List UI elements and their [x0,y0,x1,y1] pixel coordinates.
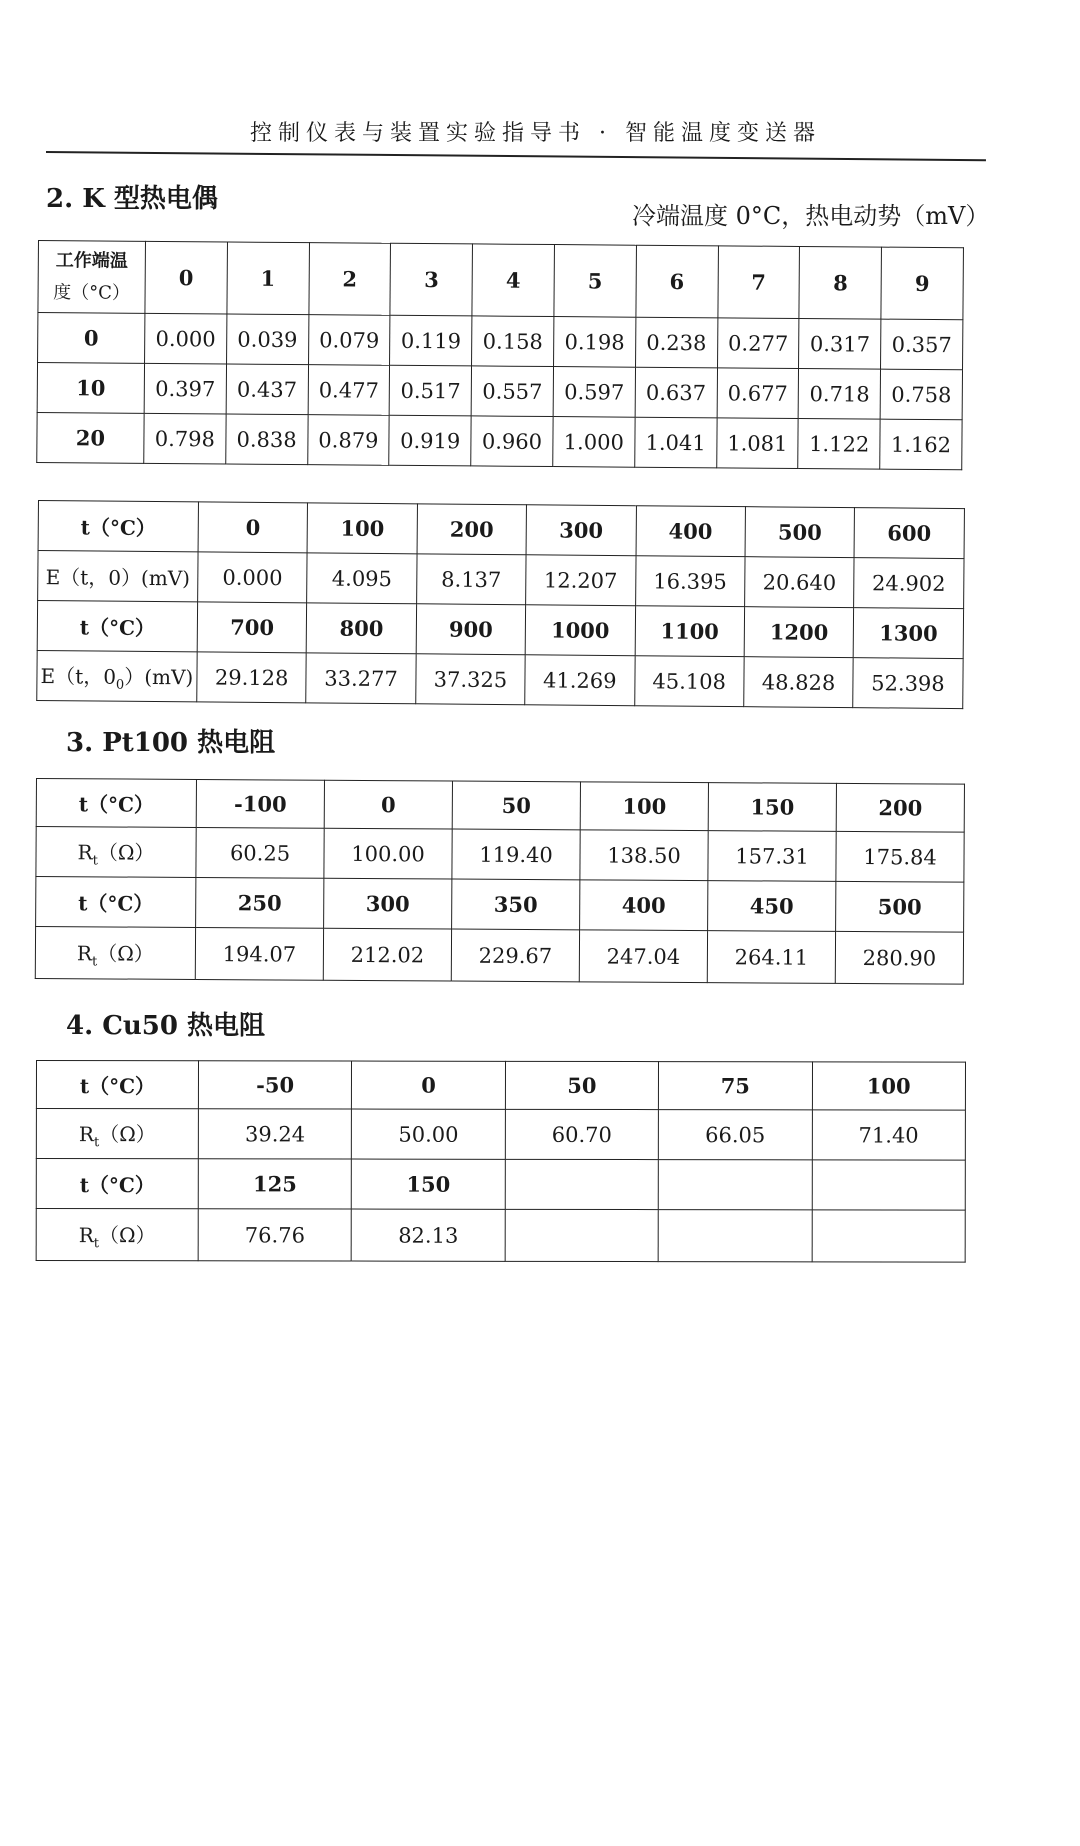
data-cell: 0.758 [880,369,962,420]
table-row [37,363,962,420]
data-cell: 60.70 [505,1109,658,1159]
cu50-table [36,1060,966,1263]
empty-cell [658,1160,811,1210]
corner-cell [38,241,146,314]
header-cell: 4 [472,244,554,317]
data-cell: 247.04 [579,930,707,983]
data-cell: 82.13 [352,1209,505,1261]
table-row [36,779,964,833]
data-cell: 1.081 [716,418,798,469]
label-subscript: 0 [115,677,125,693]
header-cell: 2 [309,243,391,316]
data-cell: 0.557 [471,366,553,417]
table-row [37,412,962,469]
row-label: 0 [38,313,145,364]
data-cell: 4.095 [307,553,417,604]
section-4-title: 4. Cu50 热电阻 [66,1011,266,1041]
temp-cell: 1200 [744,607,854,658]
label-end: ）(mV) [124,664,194,689]
label-main: R [77,839,93,864]
temp-cell: 300 [526,505,636,556]
pt100-table [35,778,965,985]
data-cell: 48.828 [744,657,854,708]
temp-cell: -50 [198,1061,351,1109]
data-cell: 0.039 [226,314,308,365]
table-row [36,1061,965,1111]
row-label: E（t，0）(mV) [38,551,198,602]
row-label: t（°C） [38,501,198,552]
temp-cell: 350 [452,879,580,930]
row-label [36,827,196,878]
data-cell: 60.25 [196,827,324,878]
temp-cell: 1300 [853,608,963,659]
data-cell: 41.269 [525,655,635,706]
label-end: （Ω） [99,1222,156,1247]
header-cell: 6 [636,245,718,318]
temp-cell: 150 [708,783,836,832]
temp-cell: 250 [196,877,324,928]
data-cell: 0.277 [717,318,799,369]
data-cell: 1.000 [553,417,635,468]
temp-cell: 0 [198,502,308,553]
temp-cell: 800 [307,603,417,654]
temp-cell: 0 [324,780,452,829]
k-thermocouple-table-fine [36,240,964,470]
table-row [36,1159,965,1211]
data-cell: 0.960 [471,416,553,467]
label-main: E（t，0 [40,663,117,689]
data-cell: 66.05 [658,1110,811,1160]
temp-cell: 1100 [635,606,745,657]
data-cell: 0.119 [390,315,472,366]
corner-bottom: 度（°C） [53,281,131,304]
row-label: t（°C） [36,877,196,928]
data-cell: 0.637 [635,367,717,418]
temp-cell: 600 [854,508,964,559]
data-cell: 0.357 [881,319,963,370]
data-cell: 1.041 [635,417,717,468]
header-cell: 1 [227,242,309,315]
header-cell: 3 [390,243,472,316]
data-cell: 0.000 [145,313,227,364]
data-cell: 0.838 [226,414,308,465]
data-cell: 39.24 [198,1109,351,1159]
data-cell: 194.07 [195,927,323,980]
data-cell: 0.677 [717,368,799,419]
empty-cell [505,1209,658,1261]
data-cell: 0.879 [307,415,389,466]
label-subscript: t [93,1235,100,1251]
section-2-note: 冷端温度 0°C，热电动势（mV） [632,202,990,230]
corner-top: 工作端温 [55,249,128,272]
label-end: （Ω） [97,839,155,865]
data-cell: 157.31 [708,831,836,882]
temp-cell: 450 [708,881,836,932]
table-row [36,1109,965,1161]
row-label: t（°C） [36,779,196,828]
label-main: R [76,940,93,965]
data-cell: 76.76 [198,1209,351,1261]
table-header-row [38,241,964,320]
temp-cell: 400 [636,506,746,557]
data-cell: 16.395 [635,556,745,607]
row-label [35,927,195,980]
header-cell: 9 [881,247,963,320]
empty-cell [812,1210,965,1262]
data-cell: 29.128 [197,652,307,703]
header-cell: 0 [145,241,227,314]
temp-cell: -100 [196,779,324,828]
data-cell: 0.158 [472,316,554,367]
empty-cell [812,1160,965,1210]
row-label: 20 [37,412,144,463]
temp-cell: 50 [505,1061,658,1109]
data-cell: 0.597 [553,367,635,418]
label-subscript: t [92,852,98,868]
data-cell: 37.325 [416,654,526,705]
table-row [38,313,963,370]
data-cell: 212.02 [323,928,451,981]
data-cell: 24.902 [854,558,964,609]
table-row [37,650,963,708]
row-label: t（°C） [37,601,197,652]
data-cell: 0.317 [799,318,881,369]
data-cell: 52.398 [853,658,963,709]
data-cell: 0.079 [308,315,390,366]
temp-cell: 500 [836,881,964,932]
data-cell: 45.108 [634,656,744,707]
label-end: （Ω） [99,1121,156,1146]
data-cell: 0.198 [554,317,636,368]
header-rule [46,151,986,161]
label-main: R [78,1222,94,1247]
temp-cell: 75 [659,1062,812,1110]
header-cell: 7 [717,246,799,319]
empty-cell [658,1210,811,1262]
temp-cell: 100 [307,503,417,554]
page-header: 控制仪表与装置实验指导书 · 智能温度变送器 [250,121,821,146]
row-label [36,1209,198,1261]
data-cell: 229.67 [451,929,579,982]
label-subscript: t [93,1134,100,1150]
temp-cell: 700 [197,602,307,653]
table-row [37,601,963,659]
temp-cell: 300 [324,878,452,929]
row-label [36,1109,198,1159]
data-cell: 138.50 [580,830,708,881]
table-row [38,551,964,609]
row-label: 10 [37,363,144,414]
table-row [36,877,964,933]
label-subscript: t [91,953,98,969]
temp-cell: 200 [836,783,964,832]
temp-cell: 100 [580,782,708,831]
data-cell: 1.162 [880,419,962,470]
data-cell: 0.000 [198,552,308,603]
data-cell: 0.477 [308,365,390,416]
data-cell: 0.517 [390,365,472,416]
section-2-title: 2. K 型热电偶 [46,184,218,214]
data-cell: 0.718 [798,368,880,419]
header-cell: 8 [799,246,881,319]
temp-cell: 400 [580,880,708,931]
temp-cell: 200 [417,504,527,555]
data-cell: 264.11 [707,931,835,984]
label-main: R [78,1121,95,1146]
data-cell: 50.00 [352,1109,505,1159]
data-cell: 71.40 [812,1110,965,1160]
data-cell: 175.84 [836,831,964,882]
section-3-title: 3. Pt100 热电阻 [66,728,276,758]
data-cell: 33.277 [306,653,416,704]
row-label [37,650,197,701]
temp-cell: 1000 [525,605,635,656]
table-row [38,501,964,559]
temp-cell: 150 [352,1159,505,1209]
data-cell: 100.00 [324,828,452,879]
label-end: （Ω） [97,940,154,966]
temp-cell: 900 [416,604,526,655]
data-cell: 0.798 [144,413,226,464]
data-cell: 20.640 [745,557,855,608]
empty-cell [505,1159,658,1209]
data-cell: 12.207 [526,555,636,606]
k-thermocouple-table-coarse [36,500,964,709]
temp-cell: 0 [352,1061,505,1109]
temp-cell: 50 [452,781,580,830]
data-cell: 0.919 [389,415,471,466]
data-cell: 1.122 [798,418,880,469]
row-label: t（°C） [36,1159,198,1209]
data-cell: 0.437 [226,364,308,415]
data-cell: 8.137 [416,554,526,605]
temp-cell: 500 [745,507,855,558]
temp-cell: 100 [812,1062,965,1110]
data-cell: 0.238 [635,317,717,368]
header-cell: 5 [554,245,636,318]
table-row [36,1209,965,1263]
table-row [36,827,964,883]
data-cell: 119.40 [452,829,580,880]
data-cell: 280.90 [835,931,963,984]
data-cell: 0.397 [144,363,226,414]
temp-cell: 125 [198,1159,351,1209]
table-row [35,927,963,985]
row-label: t（°C） [36,1061,198,1109]
